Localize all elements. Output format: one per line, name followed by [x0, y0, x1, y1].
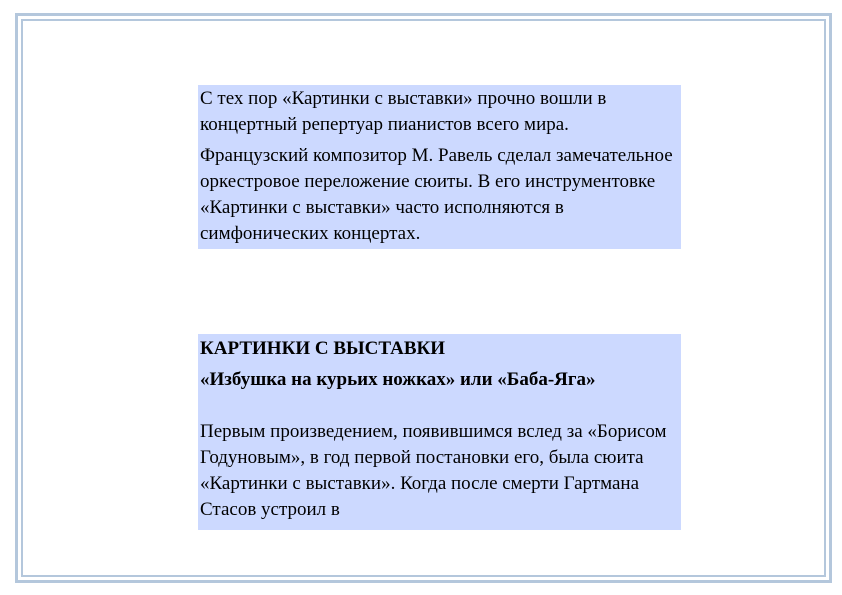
paragraph-concert-repertoire: С тех пор «Картинки с выставки» прочно вошли в концертный репертуар пианистов всего мира. [200, 88, 607, 135]
section-heading: КАРТИНКИ С ВЫСТАВКИ [200, 338, 446, 359]
text-block-ravel [198, 85, 681, 249]
paragraph-ravel-orchestration: Французский композитор М. Равель сделал замечательное оркестровое переложение сюиты. В его инструментовке «Картинки с выставки» часто исполняются в симфонических концертах. [200, 145, 673, 244]
text-block-baba-yaga [198, 334, 681, 530]
paragraph-first-work: Первым произведением, появившимся вслед за «Борисом Годуновым», в год первой постановки его, была сюита «Картинки с выставки». Когда после смерти Гартмана Стасов устроил в [200, 421, 667, 520]
section-subheading: «Избушка на курьих ножках» или «Баба-Яга» [200, 369, 596, 390]
